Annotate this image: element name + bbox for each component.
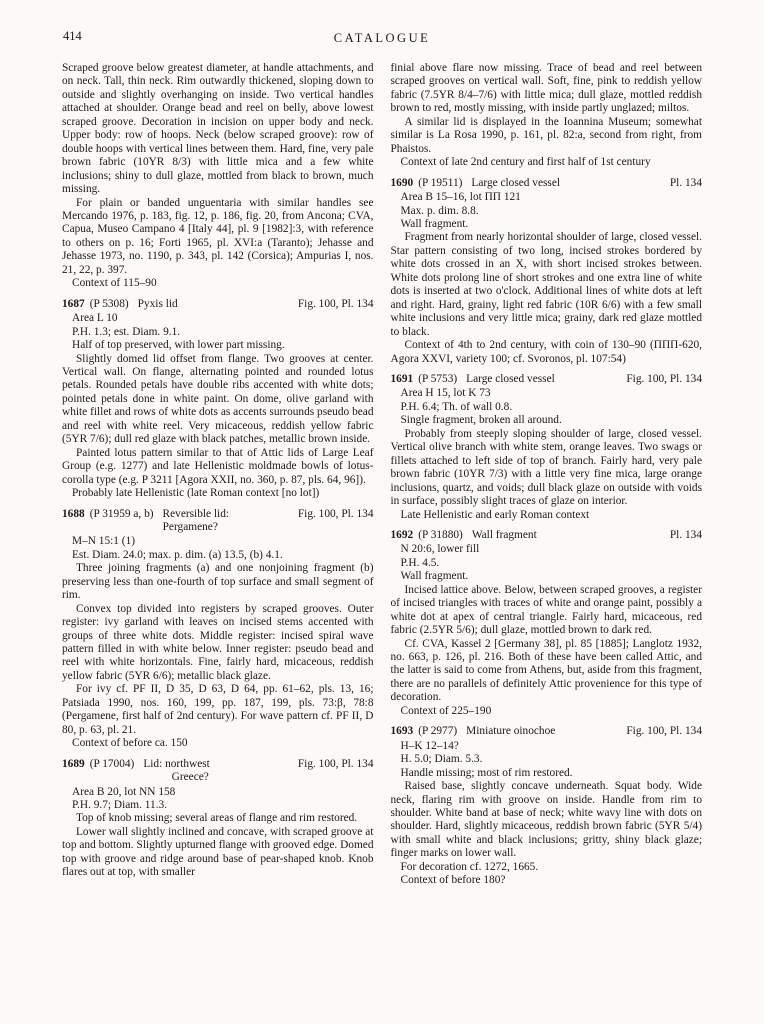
page-header: [0, 0, 764, 47]
paragraph: Slightly domed lid offset from flange. Two grooves at center. Vertical wall. On flange, alternating pointed and rounded lotus petals. Rounded petals have double ribs accented with white dots; pointed petals done in white paint. On dome, olive garland with white fillet and rows of white dots as accents surrounds pseudo bead and reel with white reel. Very micaceous, reddish yellow fabric (5YR 7/6); dull red glaze with black patches, metallic brown inside.: [62, 352, 374, 446]
text-columns: [0, 62, 764, 888]
paragraph: Lower wall slightly inclined and concave, with scraped groove at top and bottom. Slightly upturned flange with grooved edge. Domed top with groove and ridge around base of pear-shaped knob. Knob flares out at top, with smaller: [62, 825, 374, 879]
context-line: Context of before 180?: [400, 874, 506, 887]
entry-number: 1688: [62, 507, 85, 520]
entry-plate-ref: Fig. 100, Pl. 134: [297, 297, 374, 310]
dimensions-line: H. 5.0; Diam. 5.3.: [400, 753, 483, 766]
dating-line: Probably late Hellenistic (late Roman context [no lot]): [72, 487, 320, 500]
condition-line: Wall fragment.: [400, 570, 469, 583]
entry-title: Large closed vessel: [466, 372, 555, 385]
entry-title: Miniature oinochoe: [466, 725, 556, 738]
paragraph: Scraped groove below greatest diameter, at handle attachments, and on neck. Tall, thin neck. Rim outwardly thickened, sloping down to outside and slightly overhanging on inside. Two vertical handles attached at shoulder. Orange bead and reel on belly, above lowest scraped groove. Decoration in incision on upper body and neck. Upper body: row of hoops. Neck (below scraped groove): row of double hoops with vertical lines between them. Hard, fine, very pale brown fabric (10YR 8/3) with little mica and a few white inclusions; shiny to dull glaze, mottled from black to brown, much missing.: [62, 62, 374, 196]
entry-heading: [62, 508, 374, 535]
condition-line: Wall fragment.: [400, 217, 469, 230]
entry-plate-ref: Pl. 134: [669, 176, 702, 189]
entry-number: 1687: [62, 297, 85, 310]
paragraph: Incised lattice above. Below, between scraped grooves, a register of incised triangles with traces of white and orange paint, possibly a white dot at apex of central triangle. Fairly hard, micaceous, red fabric (2.5YR 5/6); dull glaze, mottled brown to dark red.: [390, 583, 702, 637]
context-paragraph: Context of 4th to 2nd century, with coin of 130–90 (ΠΠΠ-620, Agora XXVI, variety 100; cf. Svoronos, pl. 107:54): [390, 339, 702, 365]
findspot-line: N 20:6, lower fill: [400, 543, 480, 556]
paragraph: Raised base, slightly concave underneath. Squat body. Wide neck, flaring rim with groove on inside. Handle from rim to shoulder. White band at base of neck; white wavy line with dots on shoulder. Hard, slightly micaceous, reddish brown fabric (5YR 5/4) with small white and black inclusions; gritty, shiny black glaze; finger marks on lower wall.: [390, 780, 702, 860]
entry-title: Large closed vessel: [471, 176, 561, 189]
condition-line: Handle missing; most of rim restored.: [400, 766, 573, 779]
dimensions-line: P.H. 9.7; Diam. 11.3.: [72, 799, 168, 812]
context-line: Context of late 2nd century and first half of 1st century: [400, 156, 651, 169]
right-column: [391, 62, 703, 888]
paragraph: Convex top divided into registers by scraped grooves. Outer register: ivy garland with leaves on incised stems accented with groups of three white dots. Middle register: incised spiral wave pattern filled in with white below. Inner register: pseudo bead and reel with white horizontals. Fine, fairly hard, micaceous, reddish yellow fabric (5YR 6/6); metallic black glaze.: [62, 602, 374, 682]
entry-heading-row: [391, 373, 703, 386]
dimensions-line: P.H. 4.5.: [400, 556, 440, 569]
entry-heading-row: [62, 758, 374, 771]
entry-title: Wall fragment: [471, 528, 537, 541]
paragraph: For plain or banded unguentaria with similar handles see Mercando 1976, p. 183, fig. 12, p. 186, fig. 20, from Ancona; CVA, Capua, Museo Campano 4 [Italy 44], pl. 9 [1982]:3, with reference to others on p. 16; Forti 1965, pl. XVI:a (Taranto); Jehasse and Jehasse 1973, no. 1190, p. 343, pl. 142 (Corsica); Ampurias I, nos. 21, 22, p. 397.: [62, 196, 374, 276]
paragraph: Cf. CVA, Kassel 2 [Germany 38], pl. 85 [1885]; Langlotz 1932, no. 663, p. 126, pl. 216. Both of these have been called Attic, and the latter is said to come from Athens, but, aside from this fragment, there are no parallels of definitely Attic provenience for this type of decoration.: [390, 637, 702, 704]
entry-heading-row: [391, 529, 703, 542]
paragraph: A similar lid is displayed in the Ioannina Museum; somewhat similar is La Rosa 1990, p. 161, pl. 82:a, second from right, from Phaistos.: [390, 115, 702, 155]
findspot-line: Area B 15–16, lot ΠΠ 121: [400, 191, 521, 204]
entry-heading-row: [62, 298, 374, 311]
entry-heading: [391, 373, 703, 386]
entry-title-line2: Pergamene?: [162, 520, 218, 533]
context-line: Late Hellenistic and early Roman context: [400, 508, 590, 521]
running-head: CATALOGUE: [333, 31, 431, 45]
entry-plate-ref: Fig. 100, Pl. 134: [626, 725, 702, 738]
entry-heading: [391, 177, 703, 190]
entry-heading-row: [391, 177, 703, 190]
dimensions-line: P.H. 6.4; Th. of wall 0.8.: [400, 400, 513, 413]
entry-number: 1693: [390, 725, 414, 738]
entry-inventory-number: (P 17004): [89, 757, 135, 770]
entry-plate-ref: Fig. 100, Pl. 134: [297, 757, 374, 770]
findspot-line: H–K 12–14?: [400, 739, 459, 752]
findspot-line: Area L 10: [72, 312, 118, 325]
comparanda-line: For decoration cf. 1272, 1665.: [400, 860, 539, 873]
entry-plate-ref: Fig. 100, Pl. 134: [626, 372, 702, 385]
entry-inventory-number: (P 5753): [418, 372, 458, 385]
entry-heading-row: [391, 725, 703, 738]
context-line: Context of before ca. 150: [72, 737, 188, 750]
entry-heading: [391, 529, 703, 542]
paragraph: Three joining fragments (a) and one nonjoining fragment (b) preserving less than one-fourth of top surface and small segment of rim.: [62, 562, 374, 602]
findspot-line: M–N 15:1 (1): [72, 535, 136, 548]
paragraph: Fragment from nearly horizontal shoulder of large, closed vessel. Star pattern consisting of two long, incised strokes bordered by white dots crossed in an X, with short incised strokes between. White dots prolong line of short strokes and one extra line of white dots is inserted at two o'clock. Additional lines of white dots at left and right. Hard, grainy, light red fabric (10R 6/6) with a few small white inclusions and very little mica; grainy, dark red glaze mottled to black.: [390, 231, 702, 338]
dimensions-line: Est. Diam. 24.0; max. p. dim. (a) 13.5, (b) 4.1.: [72, 548, 283, 561]
paragraph: Top of knob missing; several areas of flange and rim restored.: [76, 812, 358, 825]
entry-title: Pyxis lid: [137, 297, 178, 310]
entry-plate-ref: Pl. 134: [669, 528, 702, 541]
entry-inventory-number: (P 2977): [418, 725, 458, 738]
entry-heading: [62, 298, 374, 311]
findspot-line: Area B 20, lot NN 158: [72, 785, 176, 798]
entry-inventory-number: (P 5308): [89, 297, 129, 310]
dimensions-line: P.H. 1.3; est. Diam. 9.1.: [72, 325, 181, 338]
entry-heading: [62, 758, 374, 785]
entry-number: 1690: [390, 176, 414, 189]
entry-number: 1692: [390, 528, 414, 541]
condition-line: Half of top preserved, with lower part missing.: [72, 339, 285, 352]
findspot-line: Area H 15, lot K 73: [400, 387, 491, 400]
context-line: Context of 225–190: [400, 704, 492, 717]
entry-heading-row: [62, 508, 374, 521]
paragraph: For ivy cf. PF II, D 35, D 63, D 64, pp. 61–62, pls. 13, 16; Patsiada 1990, nos. 160, 199, pp. 187, 199, pls. 73:β, 78:8 (Pergamene, first half of 2nd century). For wave pattern cf. PF II, D 80, p. 63, pl. 21.: [62, 683, 374, 736]
paragraph: Painted lotus pattern similar to that of Attic lids of Large Leaf Group (e.g. 1277) and late Hellenistic moldmade bowls of lotus-corolla type (e.g. P 3211 [Agora XXII, no. 360, p. 87, pls. 64, 96]).: [62, 446, 374, 486]
entry-plate-ref: Fig. 100, Pl. 134: [297, 507, 374, 520]
paragraph: Probably from steeply sloping shoulder of large, closed vessel. Vertical olive branch with white stem, orange leaves. Two swags or fillets attached to left side of top of branch. Fairly hard, very pale brown fabric (10YR 7/3) with a little very fine mica, large orange inclusions, quartz, and voids; dull black glaze on outside with voids in surface, possibly slight traces of glaze on interior.: [390, 427, 702, 508]
entry-inventory-number: (P 19511): [418, 176, 463, 189]
entry-title: Reversible lid:: [162, 507, 230, 520]
dimensions-line: Max. p. dim. 8.8.: [400, 204, 479, 217]
left-column: [62, 62, 374, 888]
entry-number: 1689: [62, 757, 85, 770]
page-number: 414: [63, 29, 82, 43]
entry-number: 1691: [390, 372, 414, 385]
entry-inventory-number: (P 31959 a, b): [89, 507, 154, 520]
context-line: Context of 115–90: [72, 277, 157, 290]
paragraph: finial above flare now missing. Trace of bead and reel between scraped grooves on vertical wall. Soft, fine, pink to reddish yellow fabric (7.5YR 8/4–7/6) with little mica; dull glaze, mottled reddish brown to red, mostly missing, with inside partly unglazed; miltos.: [390, 62, 702, 115]
condition-line: Single fragment, broken all around.: [400, 414, 562, 427]
entry-title-line2: Greece?: [171, 771, 209, 784]
entry-heading: [391, 725, 703, 738]
entry-title: Lid: northwest: [143, 757, 210, 770]
entry-inventory-number: (P 31880): [418, 528, 463, 541]
